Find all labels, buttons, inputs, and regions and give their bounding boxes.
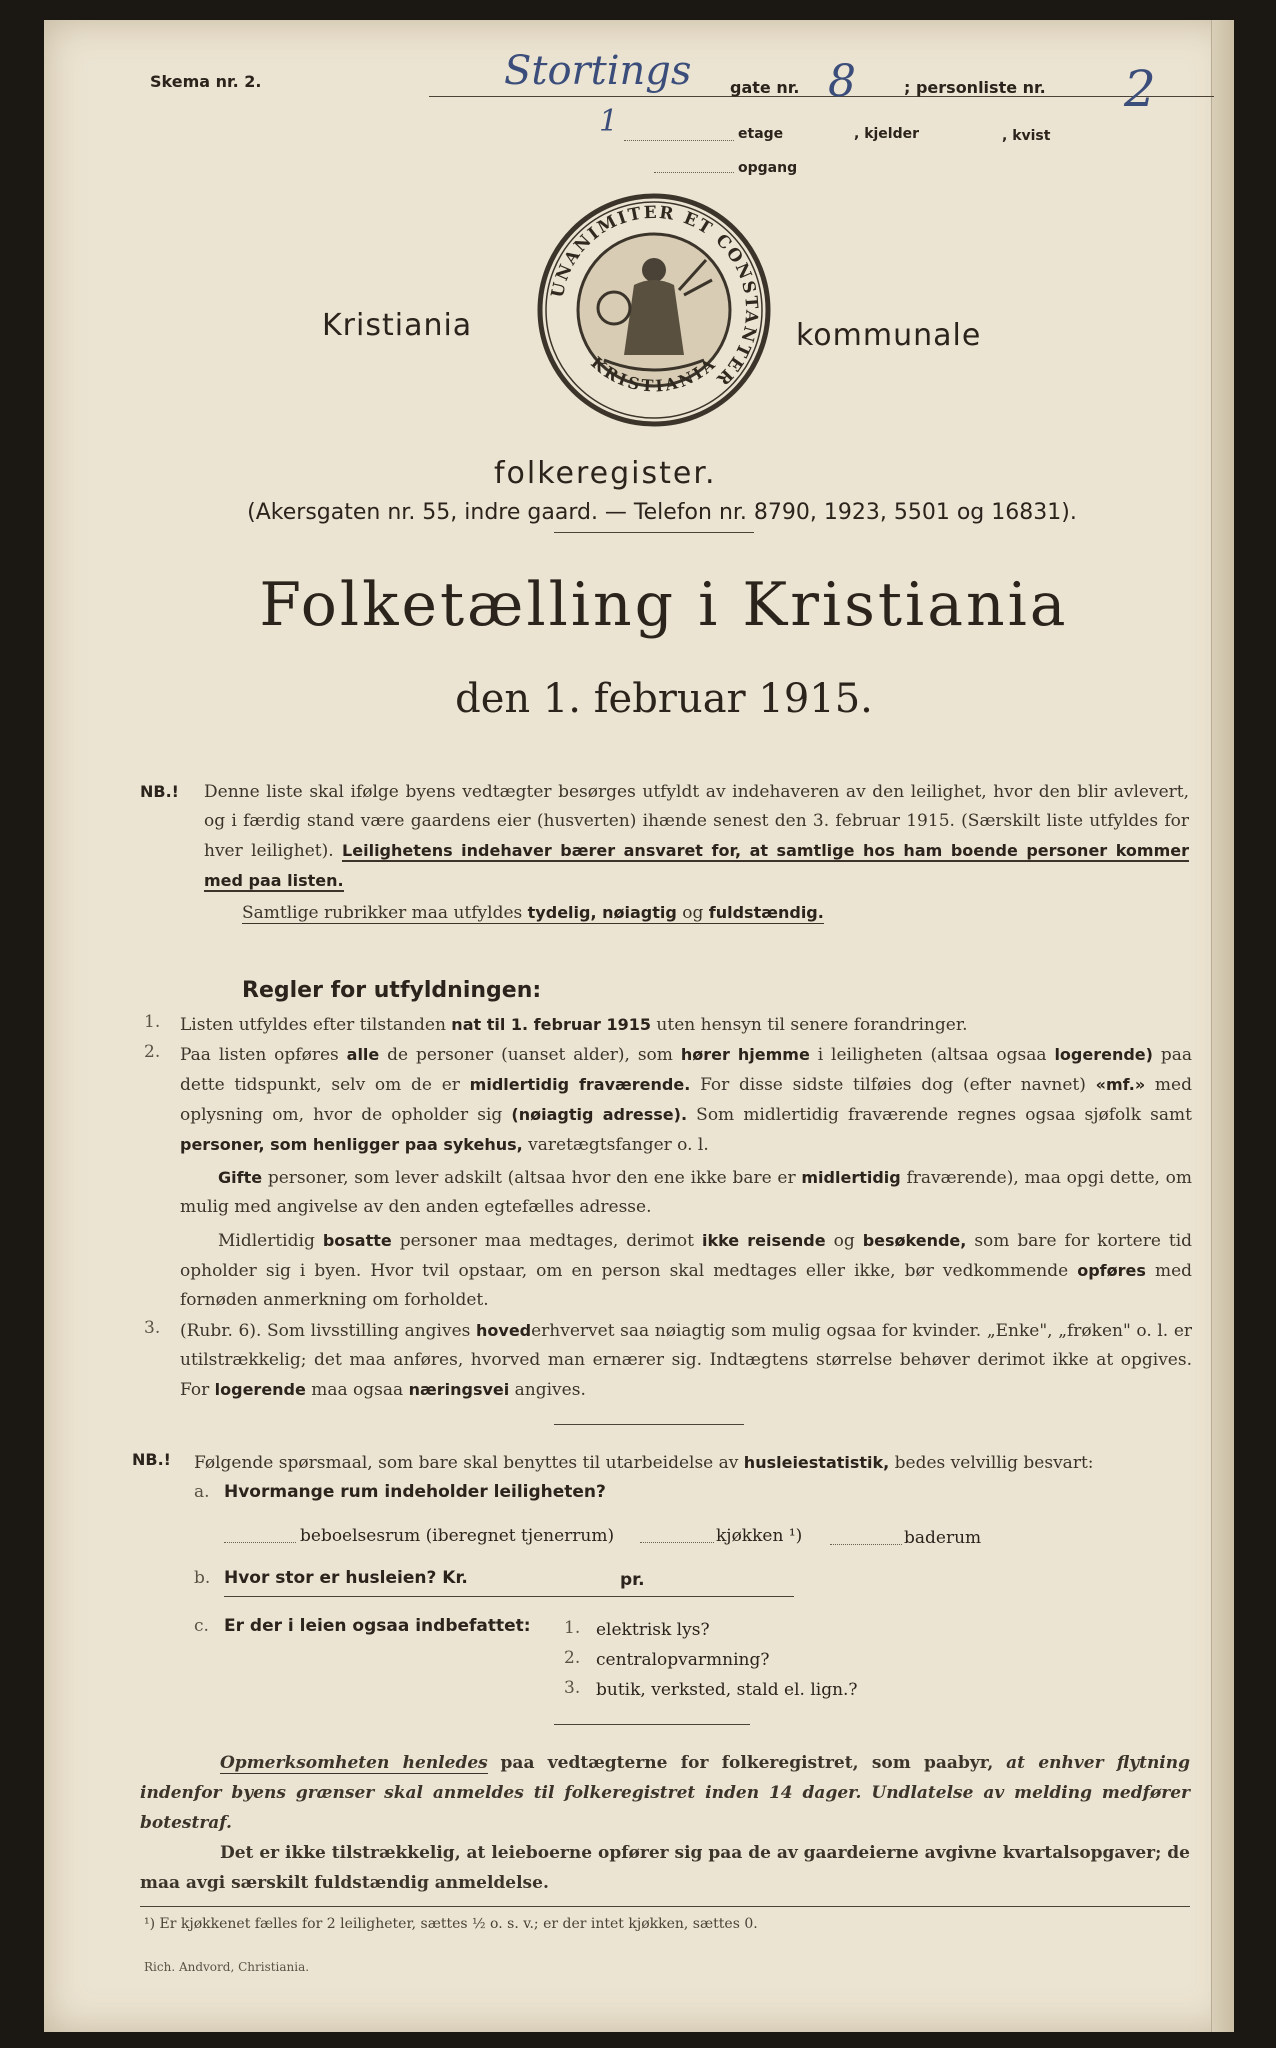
printer-credit: Rich. Andvord, Christiania.	[144, 1960, 310, 1974]
notice-b: paa vedtægterne for folkeregistret, som paabyr,	[500, 1753, 994, 1773]
personliste-label: ; personliste nr.	[904, 78, 1046, 97]
rule2-number: 2.	[144, 1042, 161, 1062]
rule1-b: nat til 1. februar 1915	[451, 1015, 652, 1034]
rules-heading: Regler for utfyldningen:	[242, 978, 542, 1003]
nb1-text	[204, 778, 1189, 896]
divider-3	[554, 1724, 750, 1725]
nb2-label: NB.!	[132, 1450, 171, 1469]
office-name: folkeregister.	[494, 456, 717, 491]
rule2-g: paa dette tidspunkt, selv om de er	[180, 1045, 1193, 1095]
qc-letter: c.	[194, 1616, 209, 1636]
kvist-label: , kvist	[1002, 128, 1051, 144]
etage-label: etage	[738, 126, 784, 142]
rule3-e: maa ogsaa	[311, 1380, 404, 1400]
midl-f: besøkende,	[862, 1231, 967, 1250]
gifte-a: Gifte	[218, 1168, 263, 1187]
rule3-a: (Rubr. 6). Som livsstilling angives	[180, 1321, 471, 1341]
gate-label: gate nr.	[730, 78, 800, 97]
footnote-divider	[140, 1906, 1190, 1907]
document-page	[44, 20, 1234, 2032]
rule3-c: erhvervet saa nøiagtig som mulig ogsaa for kvinder. „Enke", „frøken" o. l. er utilstrækkelig; det maa anføres, hvorved man ernærer sig. Indtægtens størrelse behøver derimot ikke at opgives. For	[180, 1321, 1192, 1400]
etage-line	[624, 140, 734, 141]
midl-a: Midlertidig	[218, 1231, 315, 1251]
midl-i: med fornøden anmerkning om forholdet.	[180, 1261, 1193, 1310]
midl-g: som bare for kortere tid opholder sig i byen. Hvor tvil opstaar, om en person skal medtages eller ikke, bør vedkommende	[180, 1231, 1193, 1281]
nb1-label: NB.!	[140, 782, 179, 801]
midl-h: opføres	[1077, 1261, 1146, 1280]
city-seal-icon	[534, 190, 774, 430]
nb2-intro-c: bedes velvillig besvart:	[894, 1453, 1094, 1473]
floor-mark: 1	[599, 104, 619, 139]
rule2-o: varetægtsfanger o. l.	[528, 1135, 709, 1155]
opgang-line	[654, 172, 734, 173]
rule1-number: 1.	[144, 1012, 161, 1032]
personliste-number: 2	[1124, 60, 1156, 118]
rum1-line	[224, 1542, 296, 1543]
page-edge	[1211, 20, 1234, 2032]
nb2-intro-b: husleiestatistik,	[743, 1453, 890, 1472]
subtitle-date: den 1. februar 1915.	[455, 676, 873, 722]
street-handwritten: Stortings	[504, 48, 692, 94]
rule2-f: logerende)	[1054, 1045, 1153, 1064]
address-line	[429, 96, 1214, 97]
midlertidig-text	[180, 1226, 1192, 1315]
nb1-line2-c: og	[682, 903, 704, 923]
rule2-l: (nøiagtig adresse).	[511, 1105, 688, 1124]
rum2-label: kjøkken ¹)	[716, 1526, 803, 1546]
rule3-b: hoved	[476, 1321, 532, 1340]
c3-number: 3.	[564, 1678, 581, 1698]
main-title: Folketælling i Kristiania	[259, 570, 1069, 640]
gate-number: 8	[828, 56, 856, 107]
notice-paragraph-2: Det er ikke tilstrækkelig, at leieboerne opfører sig paa de av gaardeierne avgivne kvartalsopgaver; de maa avgi særskilt fuldstændig anmeldelse.	[140, 1843, 1190, 1893]
c3-label: butik, verksted, stald el. lign.?	[596, 1680, 858, 1700]
c2-label: centralopvarmning?	[596, 1650, 770, 1670]
gifte-c: midlertidig	[801, 1168, 901, 1187]
rule2-e: i leiligheten (altsaa ogsaa	[817, 1045, 1047, 1065]
gifte-text	[180, 1163, 1192, 1222]
c2-number: 2.	[564, 1648, 581, 1668]
rule1-text	[180, 1010, 1190, 1040]
rent-line	[224, 1596, 794, 1597]
rum3-label: baderum	[904, 1528, 982, 1548]
nb1-line2-a: Samtlige rubrikker maa utfyldes	[242, 903, 523, 923]
nb1-line2	[242, 898, 1002, 928]
rule2-h: midlertidig fraværende.	[469, 1075, 691, 1094]
gifte-b: personer, som lever adskilt (altsaa hvor den ene ikke bare er	[267, 1168, 796, 1188]
rule2-i: For disse sidste tilføies dog (efter navnet)	[700, 1075, 1086, 1095]
seal-ring-text: UNANIMITER ET CONSTANTER	[547, 202, 762, 391]
rule3-f: næringsvei	[408, 1380, 510, 1399]
c1-label: elektrisk lys?	[596, 1620, 710, 1640]
skema-label: Skema nr. 2.	[150, 72, 262, 91]
rule3-number: 3.	[144, 1318, 161, 1338]
opgang-label: opgang	[738, 160, 798, 176]
rule3-g: angives.	[514, 1380, 586, 1400]
rule2-j: «mf.»	[1095, 1075, 1146, 1094]
question-c: Er der i leien ogsaa indbefattet:	[224, 1616, 531, 1636]
rule1-a: Listen utfyldes efter tilstanden	[180, 1015, 446, 1035]
rule2-c: de personer (uanset alder), som	[387, 1045, 673, 1065]
midl-d: ikke reisende	[701, 1231, 826, 1250]
midl-e: og	[833, 1231, 855, 1251]
kjelder-label: , kjelder	[854, 126, 920, 142]
rule2-n: personer, som henligger paa sykehus,	[180, 1135, 523, 1154]
nb2-intro	[194, 1448, 1194, 1478]
divider	[554, 532, 754, 533]
nb1-text-bold: Leilighetens indehaver bærer ansvaret for, at samtlige hos ham boende personer kommer med paa listen.	[204, 841, 1190, 890]
qa-letter: a.	[194, 1482, 210, 1502]
office-address: (Akersgaten nr. 55, indre gaard. — Telefon nr. 8790, 1923, 5501 og 16831).	[247, 500, 1077, 525]
office-right: kommunale	[796, 318, 982, 353]
nb1-line2-d: fuldstændig.	[708, 903, 824, 922]
question-b-pr: pr.	[620, 1570, 645, 1590]
nb1-line2-b: tydelig, nøiagtig	[527, 903, 677, 922]
office-left: Kristiania	[322, 308, 473, 343]
rule3-d: logerende	[214, 1380, 306, 1399]
notice-c: at enhver flytning indenfor byens grænser skal anmeldes til folkeregistret inden 14 dager. Undlatelse av melding medfører botestraf.	[140, 1753, 1191, 1833]
rule2-text	[180, 1040, 1192, 1160]
question-b: Hvor stor er husleien? Kr.	[224, 1568, 468, 1588]
midl-c: personer maa medtages, derimot	[399, 1231, 694, 1251]
seal-bottom-text: KRISTIANIA	[587, 352, 721, 396]
rule2-b: alle	[346, 1045, 380, 1064]
rum3-line	[830, 1544, 902, 1545]
rule2-a: Paa listen opføres	[180, 1045, 339, 1065]
rule2-k: med oplysning om, hvor de opholder sig	[180, 1075, 1192, 1125]
rum2-line	[640, 1542, 714, 1543]
rule3-text	[180, 1316, 1192, 1405]
rule2-d: hører hjemme	[680, 1045, 810, 1064]
rule1-c: uten hensyn til senere forandringer.	[656, 1015, 968, 1035]
nb1-text-a: Denne liste skal ifølge byens vedtægter besørges utfyldt av indehaveren av den leilighet, hvor den blir avlevert, og i færdig stand være gaardens eier (husverten) ihænde senest den 3. februar 1915. (Særskilt liste utfyldes for hver leilighet).	[204, 782, 1189, 861]
c1-number: 1.	[564, 1618, 581, 1638]
nb2-intro-a: Følgende spørsmaal, som bare skal benyttes til utarbeidelse av	[194, 1453, 739, 1473]
rule2-m: Som midlertidig fraværende regnes ogsaa sjøfolk samt	[696, 1105, 1192, 1125]
midl-b: bosatte	[322, 1231, 392, 1250]
footnote: ¹) Er kjøkkenet fælles for 2 leiligheter, sættes ½ o. s. v.; er der intet kjøkken, sættes 0.	[144, 1916, 758, 1932]
notice-paragraph	[140, 1748, 1190, 1838]
divider-2	[554, 1424, 744, 1425]
notice-a: Opmerksomheten henledes	[220, 1753, 488, 1773]
rum1-label: beboelsesrum (iberegnet tjenerrum)	[300, 1526, 615, 1546]
question-a: Hvormange rum indeholder leiligheten?	[224, 1482, 606, 1502]
gifte-d: fraværende), maa opgi dette, om mulig med angivelse av den anden egtefælles adresse.	[180, 1168, 1193, 1217]
qb-letter: b.	[194, 1568, 211, 1588]
